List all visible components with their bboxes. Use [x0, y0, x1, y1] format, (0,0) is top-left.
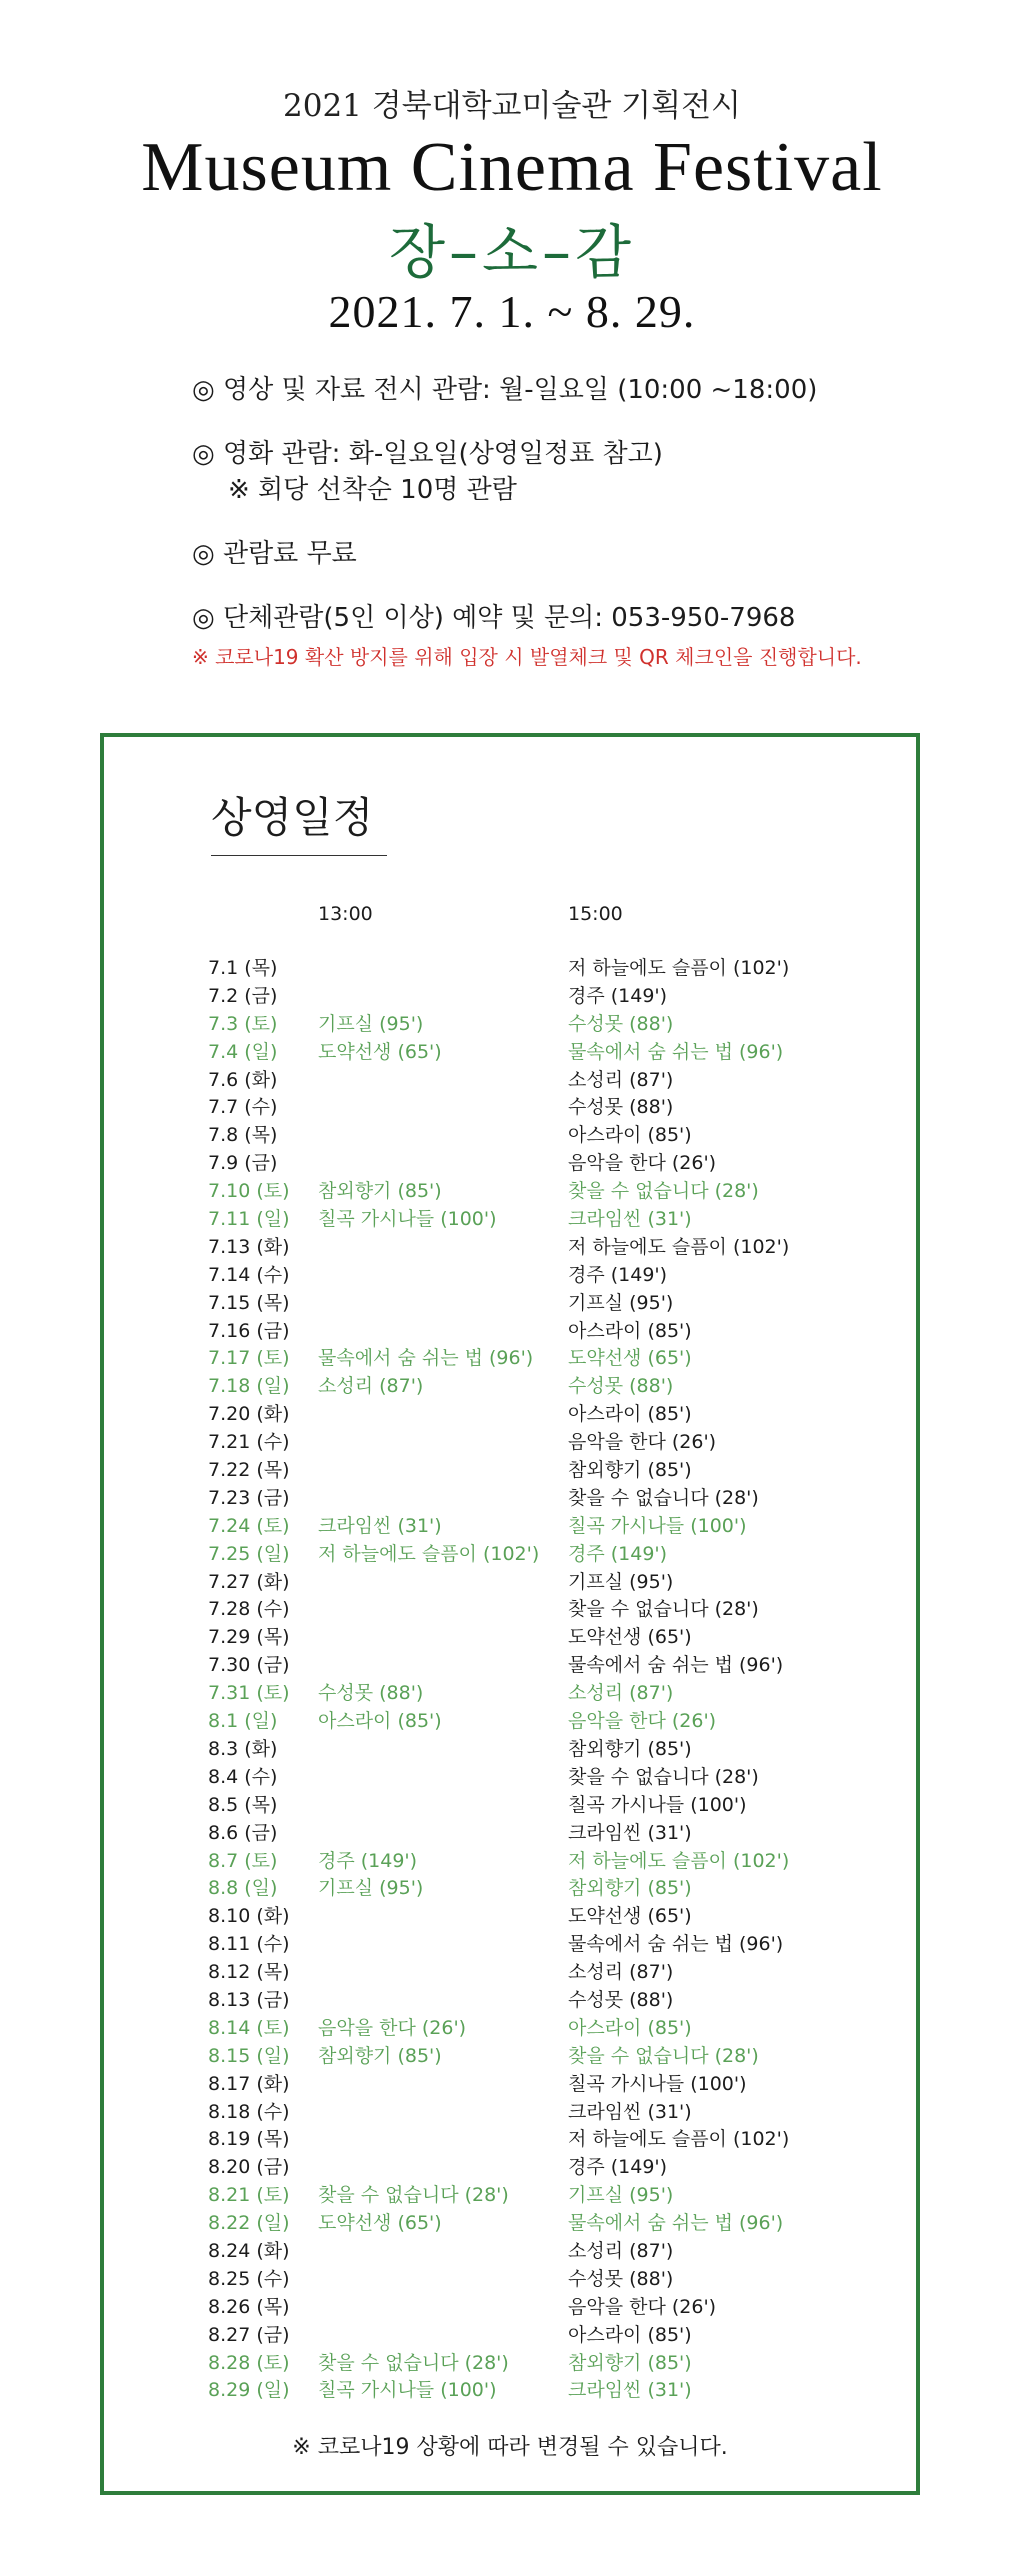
schedule-row: [208, 1820, 908, 1848]
schedule-row: [208, 955, 908, 983]
schedule-date: 7.31 (토): [208, 1682, 290, 1705]
schedule-row: [208, 1708, 908, 1736]
screening-1300: 기프실 (95'): [318, 1877, 424, 1900]
screening-1500: 찾을 수 없습니다 (28'): [568, 1598, 759, 1621]
screening-1500: 수성못 (88'): [568, 1375, 674, 1398]
schedule-date: 7.29 (목): [208, 1626, 290, 1649]
screening-1500: 수성못 (88'): [568, 1096, 674, 1119]
schedule-date: 7.25 (일): [208, 1542, 290, 1565]
screening-1500: 참외향기 (85'): [568, 2351, 692, 2374]
screening-1300: 아스라이 (85'): [318, 1710, 442, 1733]
screening-1500: 저 하늘에도 슬픔이 (102'): [568, 957, 790, 979]
screening-1300: 크라임씬 (31'): [318, 1514, 442, 1537]
screening-1300: 기프실 (95'): [318, 1012, 424, 1035]
screening-1500: 저 하늘에도 슬픔이 (102'): [568, 2128, 790, 2151]
schedule-row: [208, 1959, 908, 1987]
schedule-date: 7.6 (화): [208, 1068, 278, 1091]
schedule-date: 7.20 (화): [208, 1403, 290, 1426]
festival-title: Museum Cinema Festival: [141, 129, 883, 206]
schedule-row: [208, 1987, 908, 2015]
schedule-date: 8.14 (토): [208, 2016, 290, 2039]
column-header-1500: 15:00: [568, 903, 623, 925]
screening-1500: 참외향기 (85'): [568, 1737, 692, 1760]
schedule-row: [208, 1290, 908, 1318]
screening-1300: 도약선생 (65'): [318, 2212, 442, 2235]
screening-1500: 경주 (149'): [568, 984, 668, 1007]
screening-1500: 크라임씬 (31'): [568, 1208, 692, 1231]
screening-1500: 참외향기 (85'): [568, 1459, 692, 1482]
schedule-date: 8.12 (목): [208, 1961, 290, 1984]
screening-1500: 음악을 한다 (26'): [568, 1152, 717, 1175]
schedule-date: 8.8 (일): [208, 1877, 278, 1900]
screening-1500: 물속에서 숨 쉬는 법 (96'): [568, 2212, 784, 2235]
screening-1500: 소성리 (87'): [568, 1068, 674, 1091]
schedule-date: 7.13 (화): [208, 1235, 290, 1258]
schedule-row: [208, 1485, 908, 1513]
schedule-row: [208, 2210, 908, 2238]
info-first-come: ※ 회당 선착순 10명 관람: [228, 475, 517, 505]
info-group-contact: ◎ 단체관람(5인 이상) 예약 및 문의: 053-950-7968: [192, 603, 796, 633]
screening-1500: 아스라이 (85'): [568, 1124, 692, 1147]
schedule-date: 7.28 (수): [208, 1598, 290, 1621]
schedule-row: [208, 1122, 908, 1150]
covid-notice: ※ 코로나19 확산 방지를 위해 입장 시 발열체크 및 QR 체크인을 진행합니다.: [192, 645, 862, 669]
schedule-row: [208, 1848, 908, 1876]
info-exhibition-hours: ◎ 영상 및 자료 전시 관람: 월-일요일 (10:00 ~18:00): [192, 375, 818, 405]
schedule-row: [208, 1596, 908, 1624]
schedule-row: [208, 1429, 908, 1457]
schedule-row: [208, 1178, 908, 1206]
schedule-row: [208, 1318, 908, 1346]
screening-1300: 음악을 한다 (26'): [318, 2016, 467, 2039]
schedule-date: 7.2 (금): [208, 984, 278, 1007]
screening-1500: 음악을 한다 (26'): [568, 2295, 717, 2318]
screening-1500: 찾을 수 없습니다 (28'): [568, 1180, 759, 1203]
screening-1300: 물속에서 숨 쉬는 법 (96'): [318, 1347, 534, 1370]
schedule-row: [208, 2015, 908, 2043]
screening-1300: 참외향기 (85'): [318, 2044, 442, 2067]
schedule-row: [208, 2294, 908, 2322]
schedule-date: 8.18 (수): [208, 2100, 290, 2123]
screening-1300: 칠곡 가시나들 (100'): [318, 2379, 497, 2402]
schedule-date: 8.15 (일): [208, 2044, 290, 2067]
festival-korean-title: 장–소–감: [388, 218, 636, 286]
screening-1500: 찾을 수 없습니다 (28'): [568, 1486, 759, 1509]
schedule-date: 8.6 (금): [208, 1821, 278, 1844]
schedule-row: [208, 1764, 908, 1792]
schedule-row: [208, 1513, 908, 1541]
schedule-date: 7.23 (금): [208, 1486, 290, 1509]
screening-1500: 물속에서 숨 쉬는 법 (96'): [568, 1933, 784, 1956]
schedule-date: 8.26 (목): [208, 2295, 290, 2318]
screening-1500: 음악을 한다 (26'): [568, 1431, 717, 1454]
screening-1500: 참외향기 (85'): [568, 1877, 692, 1900]
schedule-date: 7.21 (수): [208, 1431, 290, 1454]
schedule-table: [208, 955, 908, 2405]
screening-1500: 소성리 (87'): [568, 1961, 674, 1984]
exhibition-dates: 2021. 7. 1. ~ 8. 29.: [328, 286, 696, 337]
screening-1500: 기프실 (95'): [568, 1291, 674, 1314]
screening-1500: 물속에서 숨 쉬는 법 (96'): [568, 1040, 784, 1063]
schedule-row: [208, 1624, 908, 1652]
schedule-date: 7.7 (수): [208, 1096, 278, 1119]
schedule-row: [208, 2238, 908, 2266]
schedule-row: [208, 2182, 908, 2210]
screening-1300: 참외향기 (85'): [318, 1180, 442, 1203]
screening-1300: 칠곡 가시나들 (100'): [318, 1208, 497, 1231]
schedule-row: [208, 1680, 908, 1708]
screening-1500: 칠곡 가시나들 (100'): [568, 1793, 747, 1816]
screening-1300: 찾을 수 없습니다 (28'): [318, 2184, 509, 2207]
schedule-row: [208, 1875, 908, 1903]
schedule-row: [208, 2377, 908, 2405]
schedule-date: 7.8 (목): [208, 1124, 278, 1147]
schedule-row: [208, 1931, 908, 1959]
schedule-row: [208, 2043, 908, 2071]
screening-1500: 경주 (149'): [568, 1542, 668, 1565]
schedule-row: [208, 1792, 908, 1820]
schedule-date: 7.11 (일): [208, 1208, 290, 1231]
screening-1500: 수성못 (88'): [568, 2267, 674, 2290]
schedule-date: 7.14 (수): [208, 1263, 290, 1286]
schedule-date: 8.20 (금): [208, 2156, 290, 2179]
screening-1500: 경주 (149'): [568, 1263, 668, 1286]
info-film-viewing: ◎ 영화 관람: 화-일요일(상영일정표 참고): [192, 439, 663, 469]
schedule-frame: [100, 733, 920, 2495]
schedule-date: 7.1 (목): [208, 957, 278, 979]
schedule-row: [208, 1541, 908, 1569]
schedule-row: [208, 2266, 908, 2294]
schedule-date: 8.24 (화): [208, 2239, 290, 2262]
schedule-row: [208, 1457, 908, 1485]
schedule-row: [208, 1206, 908, 1234]
screening-1500: 수성못 (88'): [568, 1012, 674, 1035]
screening-1500: 아스라이 (85'): [568, 1319, 692, 1342]
schedule-date: 8.19 (목): [208, 2128, 290, 2151]
schedule-row: [208, 1262, 908, 1290]
schedule-row: [208, 983, 908, 1011]
schedule-date: 7.30 (금): [208, 1654, 290, 1677]
schedule-date: 8.21 (토): [208, 2184, 290, 2207]
schedule-row: [208, 1401, 908, 1429]
schedule-date: 7.9 (금): [208, 1152, 278, 1175]
schedule-row: [208, 1903, 908, 1931]
schedule-date: 8.29 (일): [208, 2379, 290, 2402]
schedule-row: [208, 1736, 908, 1764]
screening-1300: 소성리 (87'): [318, 1375, 424, 1398]
screening-1500: 수성못 (88'): [568, 1988, 674, 2011]
schedule-row: [208, 1373, 908, 1401]
schedule-date: 7.22 (목): [208, 1459, 290, 1482]
schedule-date: 8.1 (일): [208, 1710, 278, 1733]
schedule-row: [208, 2126, 908, 2154]
screening-1300: 찾을 수 없습니다 (28'): [318, 2351, 509, 2374]
schedule-date: 7.16 (금): [208, 1319, 290, 1342]
screening-1500: 물속에서 숨 쉬는 법 (96'): [568, 1654, 784, 1677]
schedule-date: 7.17 (토): [208, 1347, 290, 1370]
schedule-date: 8.28 (토): [208, 2351, 290, 2374]
screening-1500: 도약선생 (65'): [568, 1626, 692, 1649]
schedule-date: 8.13 (금): [208, 1988, 290, 2011]
schedule-row: [208, 1067, 908, 1095]
screening-1500: 저 하늘에도 슬픔이 (102'): [568, 1849, 790, 1872]
schedule-row: [208, 2154, 908, 2182]
schedule-date: 7.24 (토): [208, 1514, 290, 1537]
schedule-row: [208, 2322, 908, 2350]
screening-1300: 도약선생 (65'): [318, 1040, 442, 1063]
schedule-date: 7.3 (토): [208, 1012, 278, 1035]
schedule-row: [208, 1652, 908, 1680]
schedule-row: [208, 1094, 908, 1122]
schedule-title: 상영일정: [211, 785, 387, 856]
schedule-date: 8.5 (목): [208, 1793, 278, 1816]
schedule-row: [208, 2099, 908, 2127]
screening-1500: 경주 (149'): [568, 2156, 668, 2179]
schedule-row: [208, 1234, 908, 1262]
schedule-row: [208, 1569, 908, 1597]
screening-1500: 찾을 수 없습니다 (28'): [568, 1765, 759, 1788]
schedule-date: 8.3 (화): [208, 1737, 278, 1760]
screening-1500: 음악을 한다 (26'): [568, 1710, 717, 1733]
screening-1500: 아스라이 (85'): [568, 2323, 692, 2346]
info-section: [192, 372, 992, 672]
screening-1300: 수성못 (88'): [318, 1682, 424, 1705]
schedule-date: 8.22 (일): [208, 2212, 290, 2235]
screening-1500: 크라임씬 (31'): [568, 2100, 692, 2123]
screening-1500: 칠곡 가시나들 (100'): [568, 2072, 747, 2095]
info-admission-free: ◎ 관람료 무료: [192, 539, 357, 569]
screening-1300: 저 하늘에도 슬픔이 (102'): [318, 1542, 540, 1565]
schedule-row: [208, 1039, 908, 1067]
schedule-date: 8.25 (수): [208, 2267, 290, 2290]
screening-1500: 아스라이 (85'): [568, 1403, 692, 1426]
schedule-date: 7.4 (일): [208, 1040, 278, 1063]
schedule-date: 8.7 (토): [208, 1849, 278, 1872]
screening-1500: 소성리 (87'): [568, 2239, 674, 2262]
schedule-date: 8.10 (화): [208, 1905, 290, 1928]
screening-1500: 도약선생 (65'): [568, 1905, 692, 1928]
schedule-row: [208, 2071, 908, 2099]
schedule-date: 8.11 (수): [208, 1933, 290, 1956]
screening-1300: 경주 (149'): [318, 1849, 418, 1872]
screening-1500: 칠곡 가시나들 (100'): [568, 1514, 747, 1537]
screening-1500: 크라임씬 (31'): [568, 2379, 692, 2402]
screening-1500: 기프실 (95'): [568, 2184, 674, 2207]
screening-1500: 크라임씬 (31'): [568, 1821, 692, 1844]
screening-1500: 기프실 (95'): [568, 1570, 674, 1593]
exhibition-subtitle: 2021 경북대학교미술관 기획전시: [283, 88, 741, 124]
schedule-footnote: ※ 코로나19 상황에 따라 변경될 수 있습니다.: [292, 2435, 728, 2460]
schedule-date: 7.18 (일): [208, 1375, 290, 1398]
schedule-date: 7.10 (토): [208, 1180, 290, 1203]
schedule-date: 8.4 (수): [208, 1765, 278, 1788]
schedule-row: [208, 1011, 908, 1039]
schedule-row: [208, 2350, 908, 2378]
schedule-date: 7.27 (화): [208, 1570, 290, 1593]
schedule-row: [208, 1150, 908, 1178]
screening-1500: 도약선생 (65'): [568, 1347, 692, 1370]
screening-1500: 찾을 수 없습니다 (28'): [568, 2044, 759, 2067]
schedule-row: [208, 1345, 908, 1373]
screening-1500: 소성리 (87'): [568, 1682, 674, 1705]
screening-1500: 저 하늘에도 슬픔이 (102'): [568, 1235, 790, 1258]
schedule-date: 7.15 (목): [208, 1291, 290, 1314]
column-header-1300: 13:00: [318, 903, 373, 925]
schedule-date: 8.17 (화): [208, 2072, 290, 2095]
screening-1500: 아스라이 (85'): [568, 2016, 692, 2039]
schedule-date: 8.27 (금): [208, 2323, 290, 2346]
